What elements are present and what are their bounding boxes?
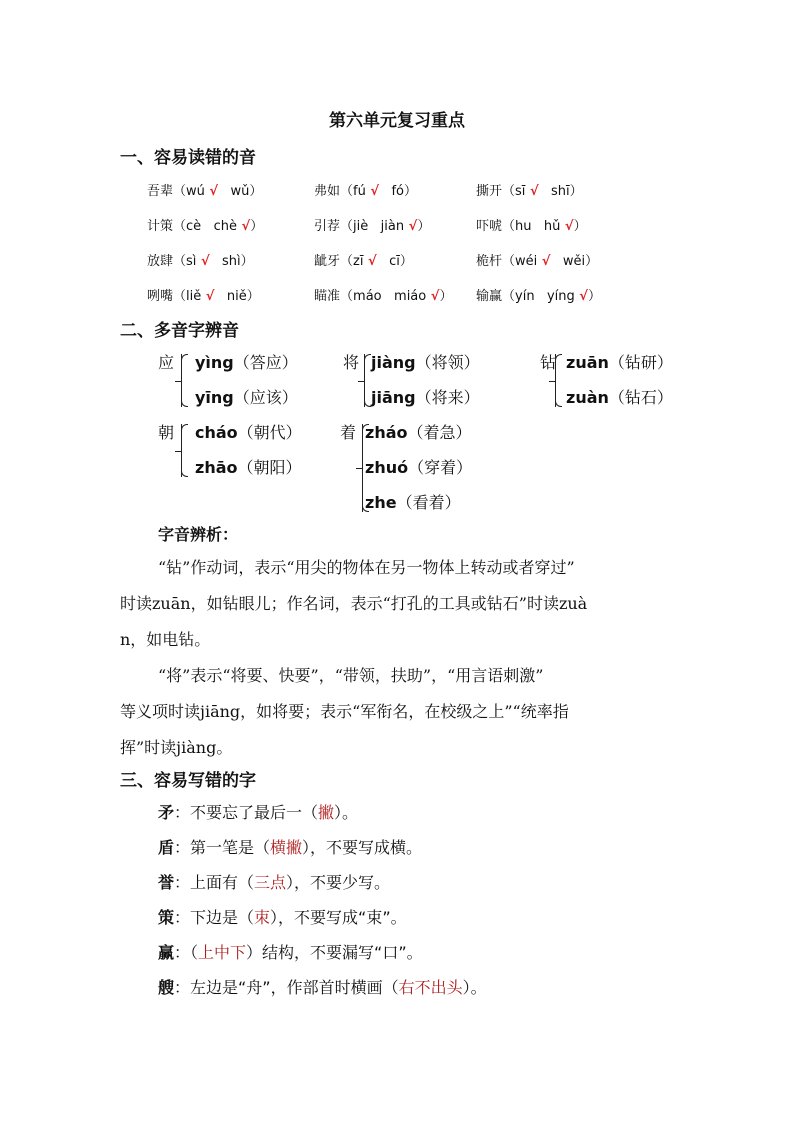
reading-row	[195, 455, 302, 478]
item-word: 吾辈	[147, 184, 174, 199]
reading-pinyin: zuàn	[566, 388, 609, 407]
reading-example: （穿着）	[408, 458, 473, 477]
reading-row	[195, 350, 298, 373]
check-mark-icon: √	[363, 254, 377, 269]
reading-pinyin: cháo	[195, 423, 238, 442]
option-a: sī	[515, 184, 526, 199]
pronunciation-item	[314, 180, 417, 199]
option-b: wěi	[562, 254, 586, 269]
option-a: máo	[353, 289, 382, 304]
pronunciation-item	[476, 250, 598, 269]
item-text: ：（	[174, 943, 199, 962]
reading-example: （答应）	[233, 353, 298, 372]
reading-pinyin: jiāng	[371, 388, 416, 407]
pronunciation-item	[147, 250, 254, 269]
miswritten-item	[158, 905, 407, 928]
section-heading-1: 一、容易读错的音	[120, 148, 256, 168]
reading-row	[371, 350, 480, 373]
brace-tip-icon	[175, 381, 181, 382]
item-text: ），不要写成“束”。	[270, 908, 407, 927]
polyphonic-char: 将	[343, 353, 360, 372]
pronunciation-item	[147, 215, 263, 234]
item-highlight: 朿	[254, 908, 271, 927]
miswritten-item	[158, 975, 487, 998]
polyphonic-char: 应	[158, 353, 175, 372]
item-word: 放肆	[147, 254, 174, 269]
item-word: 龇牙	[314, 254, 341, 269]
option-a: wú	[186, 184, 205, 199]
option-a: yín	[515, 289, 535, 304]
item-char: 盾	[158, 838, 175, 857]
check-mark-icon: √	[404, 219, 418, 234]
check-mark-icon: √	[365, 184, 380, 199]
paren-open: （	[173, 219, 187, 234]
option-a: liě	[186, 289, 202, 304]
check-mark-icon: √	[236, 219, 251, 234]
paren-open: （	[340, 254, 354, 269]
pronunciation-item	[147, 180, 262, 199]
paren-close: ）	[439, 289, 453, 304]
spacer	[210, 254, 222, 269]
spacer	[218, 184, 230, 199]
polyphonic-char: 着	[340, 423, 357, 442]
paren-close: ）	[585, 254, 599, 269]
reading-row	[365, 490, 461, 513]
paren-close: ）	[246, 289, 260, 304]
reading-row	[195, 420, 302, 443]
option-b: chè	[213, 219, 237, 234]
polyphonic-char: 钻	[540, 353, 557, 372]
item-text: ：左边是“舟”，作部首时横画（	[174, 978, 399, 997]
reading-pinyin: zháo	[365, 423, 408, 442]
brace-icon	[364, 354, 365, 407]
check-mark-icon: √	[574, 289, 588, 304]
option-a: jiè	[353, 219, 369, 234]
item-word: 引荐	[314, 219, 341, 234]
item-highlight: 横撇	[270, 838, 303, 857]
item-word: 撕开	[476, 184, 503, 199]
item-char: 策	[158, 908, 175, 927]
paren-open: （	[173, 254, 187, 269]
section-heading-2: 二、多音字辨音	[120, 321, 239, 341]
paren-open: （	[502, 219, 516, 234]
reading-row	[195, 385, 298, 408]
miswritten-item	[158, 800, 358, 823]
check-mark-icon: √	[196, 254, 210, 269]
spacer	[379, 184, 391, 199]
spacer	[201, 219, 213, 234]
item-text: ：第一笔是（	[174, 838, 271, 857]
miswritten-item	[158, 835, 422, 858]
option-a: zī	[353, 254, 364, 269]
option-a: sì	[186, 254, 197, 269]
item-highlight: 三点	[254, 873, 287, 892]
paren-close: ）	[249, 184, 263, 199]
spacer	[377, 254, 389, 269]
paren-close: ）	[417, 219, 431, 234]
reading-row	[365, 420, 472, 443]
pronunciation-item	[476, 180, 583, 199]
analysis-para1-line2: 时读zuān，如钻眼儿；作名词，表示“打孔的工具或钻石”时读zuà	[120, 594, 588, 613]
option-b: yíng	[546, 289, 575, 304]
paren-open: （	[340, 219, 354, 234]
reading-pinyin: yīng	[195, 388, 234, 407]
pronunciation-item	[476, 285, 601, 304]
item-text: ：不要忘了最后一（	[174, 803, 319, 822]
spacer	[214, 289, 226, 304]
reading-pinyin: zhāo	[195, 458, 238, 477]
paren-close: ）	[399, 254, 413, 269]
item-text: ），不要写成横。	[302, 838, 423, 857]
option-a: hu	[515, 219, 532, 234]
reading-example: （朝代）	[237, 423, 302, 442]
check-mark-icon: √	[537, 254, 551, 269]
brace-tip-icon	[549, 381, 555, 382]
item-char: 矛	[158, 803, 175, 822]
paren-open: （	[502, 289, 516, 304]
analysis-label: 字音辨析：	[158, 525, 239, 544]
spacer	[368, 219, 380, 234]
brace-tip-icon	[175, 451, 181, 452]
paren-close: ）	[573, 219, 587, 234]
item-word: 计策	[147, 219, 174, 234]
item-word: 桅杆	[476, 254, 503, 269]
reading-row	[566, 350, 673, 373]
option-b: shì	[222, 254, 241, 269]
spacer	[539, 184, 551, 199]
miswritten-item	[158, 870, 390, 893]
reading-example: （将来）	[415, 388, 480, 407]
option-b: niě	[226, 289, 247, 304]
reading-pinyin: zhe	[365, 493, 397, 512]
option-b: fó	[391, 184, 404, 199]
analysis-para2-line1: “将”表示“将要、快要”，“带领，扶助”，“用言语刺激”	[158, 666, 544, 685]
spacer	[535, 289, 547, 304]
pronunciation-item	[147, 285, 260, 304]
section-heading-3: 三、容易写错的字	[120, 771, 256, 791]
paren-open: （	[173, 184, 187, 199]
brace-icon	[181, 354, 182, 407]
spacer	[550, 254, 562, 269]
item-text: ）。	[334, 803, 359, 822]
reading-row	[566, 385, 673, 408]
spacer	[532, 219, 544, 234]
option-b: miáo	[394, 289, 427, 304]
item-word: 吓唬	[476, 219, 503, 234]
brace-icon	[181, 424, 182, 477]
item-word: 瞄准	[314, 289, 341, 304]
item-char: 赢	[158, 943, 175, 962]
reading-example: （钻研）	[608, 353, 673, 372]
spacer	[382, 289, 394, 304]
item-highlight: 上中下	[198, 943, 247, 962]
option-a: wéi	[515, 254, 538, 269]
reading-example: （朝阳）	[237, 458, 302, 477]
paren-open: （	[340, 289, 354, 304]
analysis-para2-line3: 挥”时读jiàng。	[120, 738, 233, 757]
reading-pinyin: zhuó	[365, 458, 409, 477]
check-mark-icon: √	[201, 289, 215, 304]
item-highlight: 右不出头	[398, 978, 463, 997]
analysis-para2-line2: 等义项时读jiāng，如将要；表示“军衔名，在校级之上”“统率指	[120, 702, 569, 721]
item-text: ）结构，不要漏写“口”。	[246, 943, 423, 962]
item-word: 弗如	[314, 184, 341, 199]
brace-icon	[362, 424, 363, 512]
item-char: 誉	[158, 873, 175, 892]
paren-close: ）	[250, 219, 264, 234]
item-text: ），不要少写。	[286, 873, 391, 892]
paren-close: ）	[404, 184, 418, 199]
reading-pinyin: jiàng	[371, 353, 416, 372]
brace-icon	[555, 354, 556, 407]
pronunciation-item	[476, 215, 587, 234]
reading-row	[371, 385, 480, 408]
paren-open: （	[173, 289, 187, 304]
pronunciation-item	[314, 250, 413, 269]
option-b: cī	[389, 254, 400, 269]
reading-example: （看着）	[396, 493, 461, 512]
option-a: fú	[353, 184, 366, 199]
item-char: 艘	[158, 978, 175, 997]
option-b: hǔ	[543, 219, 561, 234]
reading-example: （将领）	[415, 353, 480, 372]
option-b: jiàn	[380, 219, 405, 234]
paren-open: （	[340, 184, 354, 199]
miswritten-item	[158, 940, 423, 963]
paren-close: ）	[587, 289, 601, 304]
analysis-para1-line1: “钻”作动词，表示“用尖的物体在另一物体上转动或者穿过”	[158, 558, 575, 577]
paren-close: ）	[569, 184, 583, 199]
page-title: 第六单元复习重点	[329, 111, 465, 131]
item-highlight: 撇	[318, 803, 335, 822]
check-mark-icon: √	[426, 289, 440, 304]
check-mark-icon: √	[525, 184, 539, 199]
brace-tip-icon	[356, 468, 362, 469]
option-b: shī	[551, 184, 570, 199]
paren-open: （	[502, 254, 516, 269]
item-text: ：上面有（	[174, 873, 255, 892]
reading-example: （着急）	[407, 423, 472, 442]
reading-example: （应该）	[233, 388, 298, 407]
reading-row	[365, 455, 472, 478]
reading-pinyin: yìng	[195, 353, 234, 372]
reading-example: （钻石）	[608, 388, 673, 407]
option-b: wǔ	[230, 184, 250, 199]
paren-close: ）	[240, 254, 254, 269]
polyphonic-char: 朝	[158, 423, 175, 442]
paren-open: （	[502, 184, 516, 199]
item-text: ）。	[462, 978, 487, 997]
item-text: ：下边是（	[174, 908, 255, 927]
check-mark-icon: √	[560, 219, 574, 234]
pronunciation-item	[314, 215, 430, 234]
brace-tip-icon	[358, 381, 364, 382]
item-word: 输赢	[476, 289, 503, 304]
analysis-para1-line3: n，如电钻。	[120, 630, 211, 649]
reading-pinyin: zuān	[566, 353, 609, 372]
check-mark-icon: √	[204, 184, 219, 199]
item-word: 咧嘴	[147, 289, 174, 304]
pronunciation-item	[314, 285, 452, 304]
option-a: cè	[186, 219, 202, 234]
